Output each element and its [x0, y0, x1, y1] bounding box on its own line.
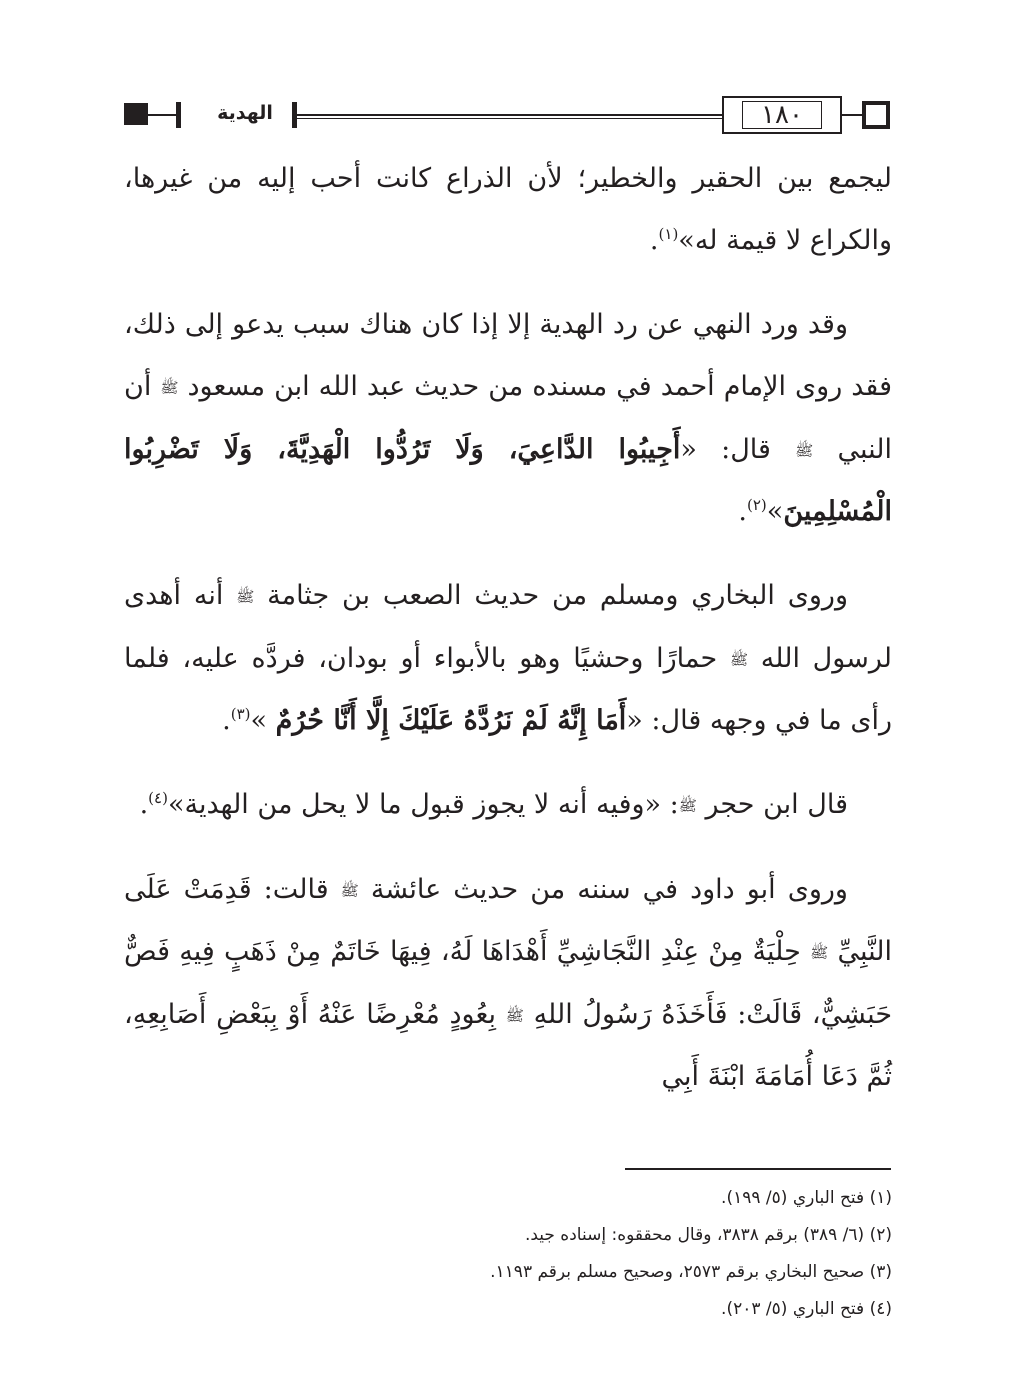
page-number: ١٨٠ [761, 100, 803, 130]
footnote: (٣) صحيح البخاري برقم ٢٥٧٣، وصحيح مسلم برقم ١١٩٣. [490, 1262, 892, 1282]
hadith-text: أَمَا إِنَّهُ لَمْ نَرُدَّهُ عَلَيْكَ إِلَّا أَنَّا حُرُمٌ [275, 705, 627, 736]
honorific-icon: ﷺ [505, 1006, 524, 1024]
paragraph: قال ابن حجر ﷺ: «وفيه أنه لا يجوز قبول ما لا يحل من الهدية»$^{(٤)}$. [139, 789, 848, 820]
honorific-icon: ﷺ [236, 587, 255, 606]
paragraph-text: : «وفيه أنه لا يجوز قبول ما لا يحل من الهدية» [167, 789, 679, 820]
paragraph [124, 859, 892, 1109]
quote-close: » [766, 496, 784, 527]
honorific-icon: ﷺ [810, 943, 829, 962]
hadith-text: أَجِيبُوا الدَّاعِيَ، وَلَا تَرُدُّوا الْهَدِيَّةَ، وَلَا تَضْرِبُوا الْمُسْلِمِينَ [124, 433, 892, 527]
paragraph: ليجمع بين الحقير والخطير؛ لأن الذراع كانت أحب إليه من غيرها، والكراع لا قيمة له»$^{(١)}$. [124, 163, 892, 256]
paragraph-text: حِلْيَةٌ مِنْ عِنْدِ النَّجَاشِيِّ أَهْدَاهَا لَهُ، فِيهَا خَاتَمٌ مِنْ ذَهَبٍ فِيهِ فَصٌّ حَبَشِيٌّ، قَالَتْ: فَأَخَذَهُ رَسُولُ اللهِ [124, 936, 893, 1030]
paragraph-text: قال: « [680, 433, 771, 465]
footnote: (٢) (٦/ ٣٨٩) برقم ٣٨٣٨، وقال محققوه: إسناده جيد. [524, 1225, 892, 1245]
footnote-ref: (٣) [230, 705, 251, 723]
paragraph-text: ليجمع بين الحقير والخطير؛ لأن الذراع كانت أحب إليه من غيرها، والكراع لا قيمة له» [124, 163, 892, 256]
paragraph-text: حمارًا وحشيًا وهو بالأبواء أو بودان، فردَّه عليه، فلما رأى ما في وجهه قال: « [124, 642, 892, 736]
quote-close: » [250, 705, 276, 736]
paragraph-text: بِعُودٍ مُعْرِضًا عَنْهُ أَوْ بِبَعْضِ أَصَابِعِهِ، ثُمَّ دَعَا أُمَامَةَ ابْنَةَ أَبِي [124, 998, 892, 1092]
header-square-ornament [862, 101, 890, 129]
footnote: (١) فتح الباري (٥/ ١٩٩). [721, 1188, 892, 1208]
header-block-ornament [124, 103, 148, 125]
footnotes [124, 1180, 892, 1328]
paragraph-text: وروى أبو داود في سننه من حديث عائشة [370, 873, 848, 905]
paragraph-text: أن النبي [124, 371, 892, 465]
paragraph-text: قال ابن حجر [705, 789, 848, 820]
page-number-frame [722, 96, 842, 134]
honorific-icon: ﷺ [340, 881, 359, 899]
footnote-ref: (١) [658, 225, 679, 243]
honorific-icon: ﷺ [678, 796, 697, 815]
footnote-separator [625, 1168, 891, 1170]
main-text [124, 148, 892, 1130]
paragraph: وقد ورد النهي عن رد الهدية إلا إذا كان هناك سبب يدعو إلى ذلك، فقد روى الإمام أحمد في مسنده من حديث عبد الله ابن مسعود ﷺ أن النبي ﷺ قال: «أَجِيبُوا الدَّاعِيَ، وَلَا تَرُدُّوا الْهَدِيَّةَ، وَلَا تَضْرِبُوا الْمُسْلِمِينَ»$^{(٢)}$. [124, 309, 892, 527]
paragraph: وروى البخاري ومسلم من حديث الصعب بن جثامة ﷺ أنه أهدى لرسول الله ﷺ حمارًا وحشيًا وهو بالأبواء أو بودان، فردَّه عليه، فلما رأى ما في وجهه قال: «أَمَا إِنَّهُ لَمْ نَرُدَّهُ عَلَيْكَ إِلَّا أَنَّا حُرُمٌ »$^{(٣)}$. [124, 580, 892, 736]
footnote: (٤) فتح الباري (٥/ ٢٠٣). [721, 1299, 892, 1319]
footnote-ref: (٢) [747, 496, 767, 514]
paragraph-text: وقد ورد النهي عن رد الهدية إلا إذا كان هناك سبب يدعو إلى ذلك، فقد روى الإمام أحمد في مسنده من حديث عبد الله ابن مسعود [124, 309, 892, 402]
honorific-icon: ﷺ [160, 378, 179, 397]
honorific-icon: ﷺ [795, 441, 814, 459]
page-header [122, 92, 892, 138]
footnote-ref: (٤) [148, 789, 168, 807]
honorific-icon: ﷺ [729, 650, 749, 668]
paragraph-text: وروى البخاري ومسلم من حديث الصعب بن جثامة [267, 580, 848, 611]
header-rule-main-thin [297, 118, 722, 119]
running-title: الهدية [217, 102, 273, 124]
header-rule-main [297, 114, 722, 116]
paragraph-text: أنه أهدى لرسول الله [124, 580, 892, 674]
header-bar-ornament [176, 102, 181, 128]
paragraph-text: قالت: قَدِمَتْ عَلَى النَّبِيِّ [124, 873, 892, 967]
header-rule-left [148, 114, 176, 116]
